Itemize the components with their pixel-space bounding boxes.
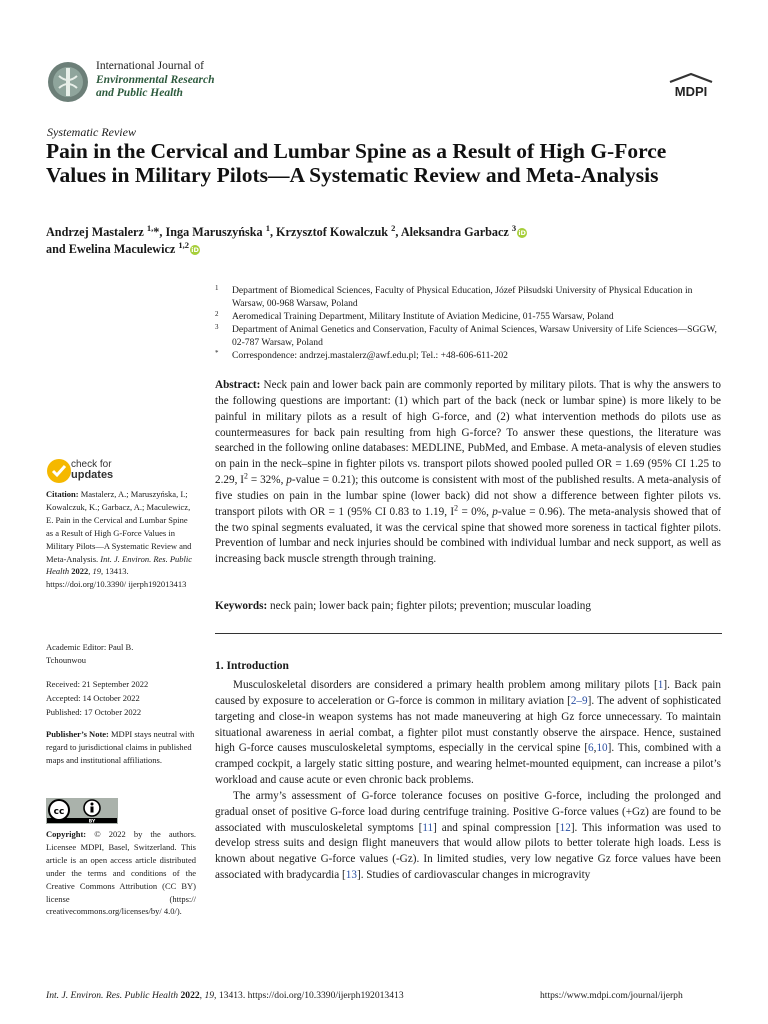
- journal-name-line1: International Journal of: [96, 60, 204, 72]
- cc-label: BY: [88, 819, 96, 824]
- footer-citation: Int. J. Environ. Res. Public Health 2022, 19, 13413. https://doi.org/10.3390/ijerph192013413: [46, 990, 404, 1001]
- abstract: [215, 378, 721, 568]
- check-updates-line1: check for: [71, 459, 112, 470]
- journal-name: [96, 60, 215, 101]
- affiliation-mark: 2: [215, 310, 219, 318]
- abstract-text: Neck pain and lower back pain are commonly reported by military pilots. That is why the answers to the following questions are important: (1) which part of the back (neck or lumbar spine) is more likely to be painful in military pilots as a result of high G-force, and (2) what intervention methods do pilots use as countermeasures for back pain resulting from high G-force? To answer these questions, the literature was searched in the following online databases: MEDLINE, PubMed, and Embase. A meta-analysis of eleven studies on pain in the neck–spine in fighter pilots vs. transport pilots showed pooled pulled OR = 1.69 (95% CI 1.25 to 2.29, $I^2 = 32\%$, p-value = 0.21); this outcome is consistent with most of the published results. A meta-analysis of five studies on pain in the lumbar spine (lower back) did not show a difference between fighter pilots vs. transport pilots with OR = 1 (95% CI 0.83 to 1.19, $I^2 = 0\%$, p-value = 0.96). The meta-analysis showed that of the two spinal segments evaluated, it was the cervical spine that showed more soreness in tactical fighter pilots. Prevention of lumbar and neck injuries should be combined with individual lumbar and neck support, as well as increasing back muscle strength through training.: [215, 379, 722, 566]
- footer-journal-link[interactable]: https://www.mdpi.com/journal/ijerph: [540, 990, 683, 1001]
- copyright-block: [46, 828, 196, 918]
- introduction-body: [215, 678, 721, 884]
- orcid-icon[interactable]: iD: [191, 246, 199, 254]
- author-list: [46, 224, 736, 258]
- affiliation-text: Aeromedical Training Department, Military Institute of Aviation Medicine, 01-755 Warsaw, Poland: [232, 311, 614, 322]
- mdpi-logo-text: MDPI: [674, 84, 708, 99]
- check-updates-icon: [46, 457, 72, 485]
- affiliation-1: [215, 284, 725, 310]
- publisher-note-text: MDPI stays neutral with regard to jurisdictional claims in published maps and institutional affiliations.: [46, 729, 195, 765]
- affiliation-3: [215, 323, 725, 349]
- section-heading-introduction: 1. Introduction: [215, 660, 289, 672]
- affiliation-mark: *: [215, 349, 219, 357]
- keywords: [215, 599, 721, 615]
- received-date: Received: 21 September 2022: [46, 679, 149, 689]
- citation-label: Citation:: [46, 489, 79, 499]
- author-line-1: [46, 224, 736, 241]
- mdpi-logo-icon: [666, 72, 716, 100]
- article-title: Pain in the Cervical and Lumbar Spine as a Result of High G-Force Values in Military Pilots—A Systematic Review and Meta-Analysis: [46, 139, 667, 187]
- published-date: Published: 17 October 2022: [46, 707, 142, 717]
- affiliation-text: Department of Biomedical Sciences, Faculty of Physical Education, Józef Piłsudski University of Physical Education in Warsaw, 00-968 Warsaw, Poland: [232, 285, 693, 309]
- author-line-2: [46, 241, 736, 258]
- affiliation-mark: 1: [215, 284, 219, 292]
- journal-logo-icon: [46, 60, 90, 104]
- check-updates-line2: updates: [71, 469, 114, 481]
- introduction-paragraph-1: Musculoskeletal disorders are considered a primary health problem among military pilots [1]. Back pain caused by exposure to acceleration or G-force is common in military aviation [2–9]. The advent of sophisticated targeting and close-in weapon systems has not made maneuvering at high Gz force unnecessary. To maintain situational awareness in aerial combat, a fighter pilot must constantly observe the airspace. Hence, sustained high G-force causes musculoskeletal symptoms, especially in the cervical spine [6,10]. This, combined with a cramped cockpit, a largely static sitting posture, and wearing helmet-mounted equipment, can increase a pilot’s workload and cause acute or even chronic back problems.: [215, 679, 722, 787]
- correspondence-text: Correspondence: andrzej.mastalerz@awf.edu.pl; Tel.: +48-606-611-202: [232, 350, 508, 361]
- citation-block: [46, 488, 196, 591]
- svg-text:cc: cc: [53, 807, 65, 817]
- orcid-icon[interactable]: iD: [518, 229, 526, 237]
- copyright-text: © 2022 by the authors. Licensee MDPI, Basel, Switzerland. This article is an open access article distributed under the terms and conditions of the Creative Commons Attribution (CC BY) license (https:// creativecommons.org/licenses/by/ 4.0/).: [46, 829, 196, 917]
- section-divider: [215, 633, 722, 634]
- publisher-note-label: Publisher’s Note:: [46, 729, 109, 739]
- check-for-updates-button[interactable]: [46, 457, 156, 485]
- journal-name-line2: Environmental Research: [96, 73, 215, 86]
- publisher-note: [46, 728, 196, 767]
- keywords-text: neck pain; lower back pain; fighter pilots; prevention; muscular loading: [270, 600, 591, 612]
- citation-text: Mastalerz, A.; Maruszyńska, I.; Kowalczuk, K.; Garbacz, A.; Maculewicz, E. Pain in the Cervical and Lumbar Spine as a Result of High G-Force Values in Military Pilots—A Systematic Review and Meta-Analysis. Int. J. Environ. Res. Public Health 2022, 19, 13413. https://doi.org/10.3390/ ijerph192013413: [46, 489, 193, 590]
- academic-editor: Academic Editor: Paul B. Tchounwou: [46, 642, 134, 665]
- affiliation-text: Department of Animal Genetics and Conservation, Faculty of Animal Sciences, Warsaw University of Life Sciences—SGGW, 02-787 Warsaw, Poland: [232, 324, 717, 348]
- affiliation-2: [215, 310, 725, 323]
- abstract-label: Abstract:: [215, 379, 261, 391]
- authors-text-2: and Ewelina Maculewicz $^{1,2}$: [46, 239, 190, 256]
- copyright-label: Copyright:: [46, 829, 87, 839]
- journal-name-line3: and Public Health: [96, 87, 183, 99]
- introduction-paragraph-2: The army’s assessment of G-force tolerance focuses on positive G-force, including the prolonged and gradual onset of positive G-force load during centrifuge training. Positive G-force values (+Gz) are found to be associated with musculoskeletal symptoms [11] and spinal compression [12]. This information was used to develop stress suits and design flight maneuvers that would allow pilots to better tolerate high loads. Less is known about negative G-force values (-Gz). In limited studies, very low negative Gz force values have been associated with bradycardia [13]. Studies of cardiovascular changes in microgravity: [215, 789, 721, 882]
- accepted-date: Accepted: 14 October 2022: [46, 693, 140, 703]
- authors-text-1: Andrzej Mastalerz $^{1,}$*, Inga Maruszyńska $^1$, Krzysztof Kowalczuk $^2$, Aleksandra Garbacz $^3$: [46, 222, 517, 239]
- article-type: Systematic Review: [47, 125, 136, 139]
- keywords-label: Keywords:: [215, 600, 268, 612]
- affiliation-mark: 3: [215, 323, 219, 331]
- cc-by-license-icon[interactable]: [46, 798, 118, 824]
- correspondence: [215, 349, 725, 362]
